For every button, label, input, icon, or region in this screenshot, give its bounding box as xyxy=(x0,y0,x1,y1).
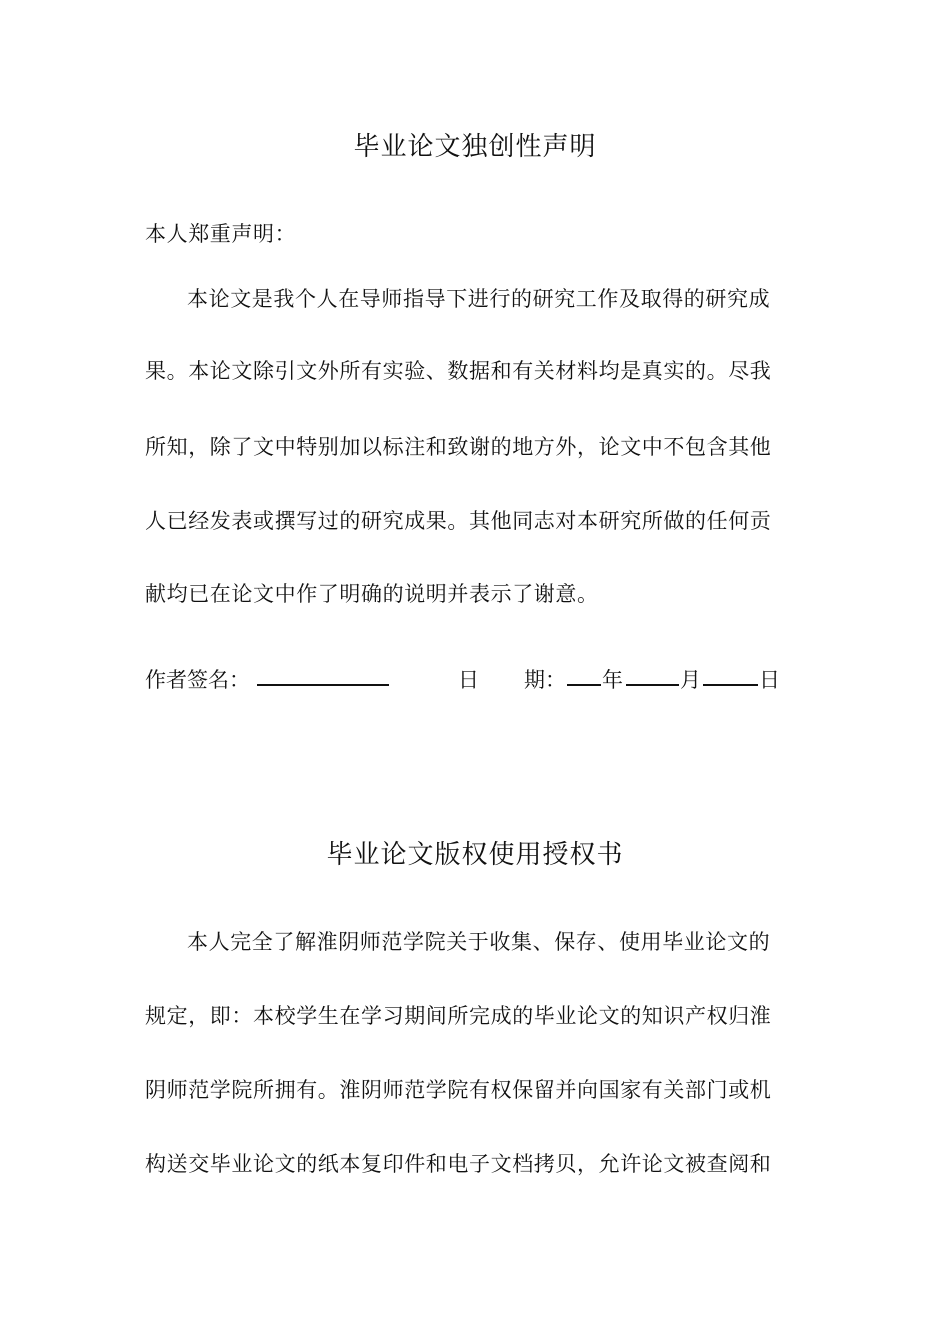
authorization-line: 规定，即：本校学生在学习期间所完成的毕业论文的知识产权归淮 xyxy=(145,1004,772,1028)
declaration-opening: 本人郑重声明： xyxy=(145,222,297,246)
declaration-line: 本论文是我个人在导师指导下进行的研究工作及取得的研究成 xyxy=(187,287,771,311)
declaration-line: 所知，除了文中特别加以标注和致谢的地方外，论文中不包含其他 xyxy=(145,435,772,459)
declaration-line: 献均已在论文中作了明确的说明并表示了谢意。 xyxy=(145,582,599,606)
month-field[interactable] xyxy=(626,664,679,689)
signature-label: 作者签名： xyxy=(145,668,250,692)
year-label: 年 xyxy=(602,668,623,692)
month-label: 月 xyxy=(680,668,701,692)
declaration-line: 人已经发表或撰写过的研究成果。其他同志对本研究所做的任何贡 xyxy=(145,509,772,533)
date-label-day: 日 xyxy=(458,668,479,692)
authorization-title: 毕业论文版权使用授权书 xyxy=(326,840,624,870)
declaration-title: 毕业论文独创性声明 xyxy=(353,132,597,162)
year-field[interactable] xyxy=(567,664,601,689)
authorization-line: 阴师范学院所拥有。淮阴师范学院有权保留并向国家有关部门或机 xyxy=(145,1078,772,1102)
declaration-line: 果。本论文除引文外所有实验、数据和有关材料均是真实的。尽我 xyxy=(145,359,772,383)
signature-field[interactable] xyxy=(257,664,389,689)
authorization-line: 本人完全了解淮阴师范学院关于收集、保存、使用毕业论文的 xyxy=(187,930,771,954)
authorization-line: 构送交毕业论文的纸本复印件和电子文档拷贝，允许论文被查阅和 xyxy=(145,1152,772,1176)
date-label-period: 期： xyxy=(524,668,566,692)
day-field[interactable] xyxy=(703,664,758,689)
day-label: 日 xyxy=(759,668,780,692)
